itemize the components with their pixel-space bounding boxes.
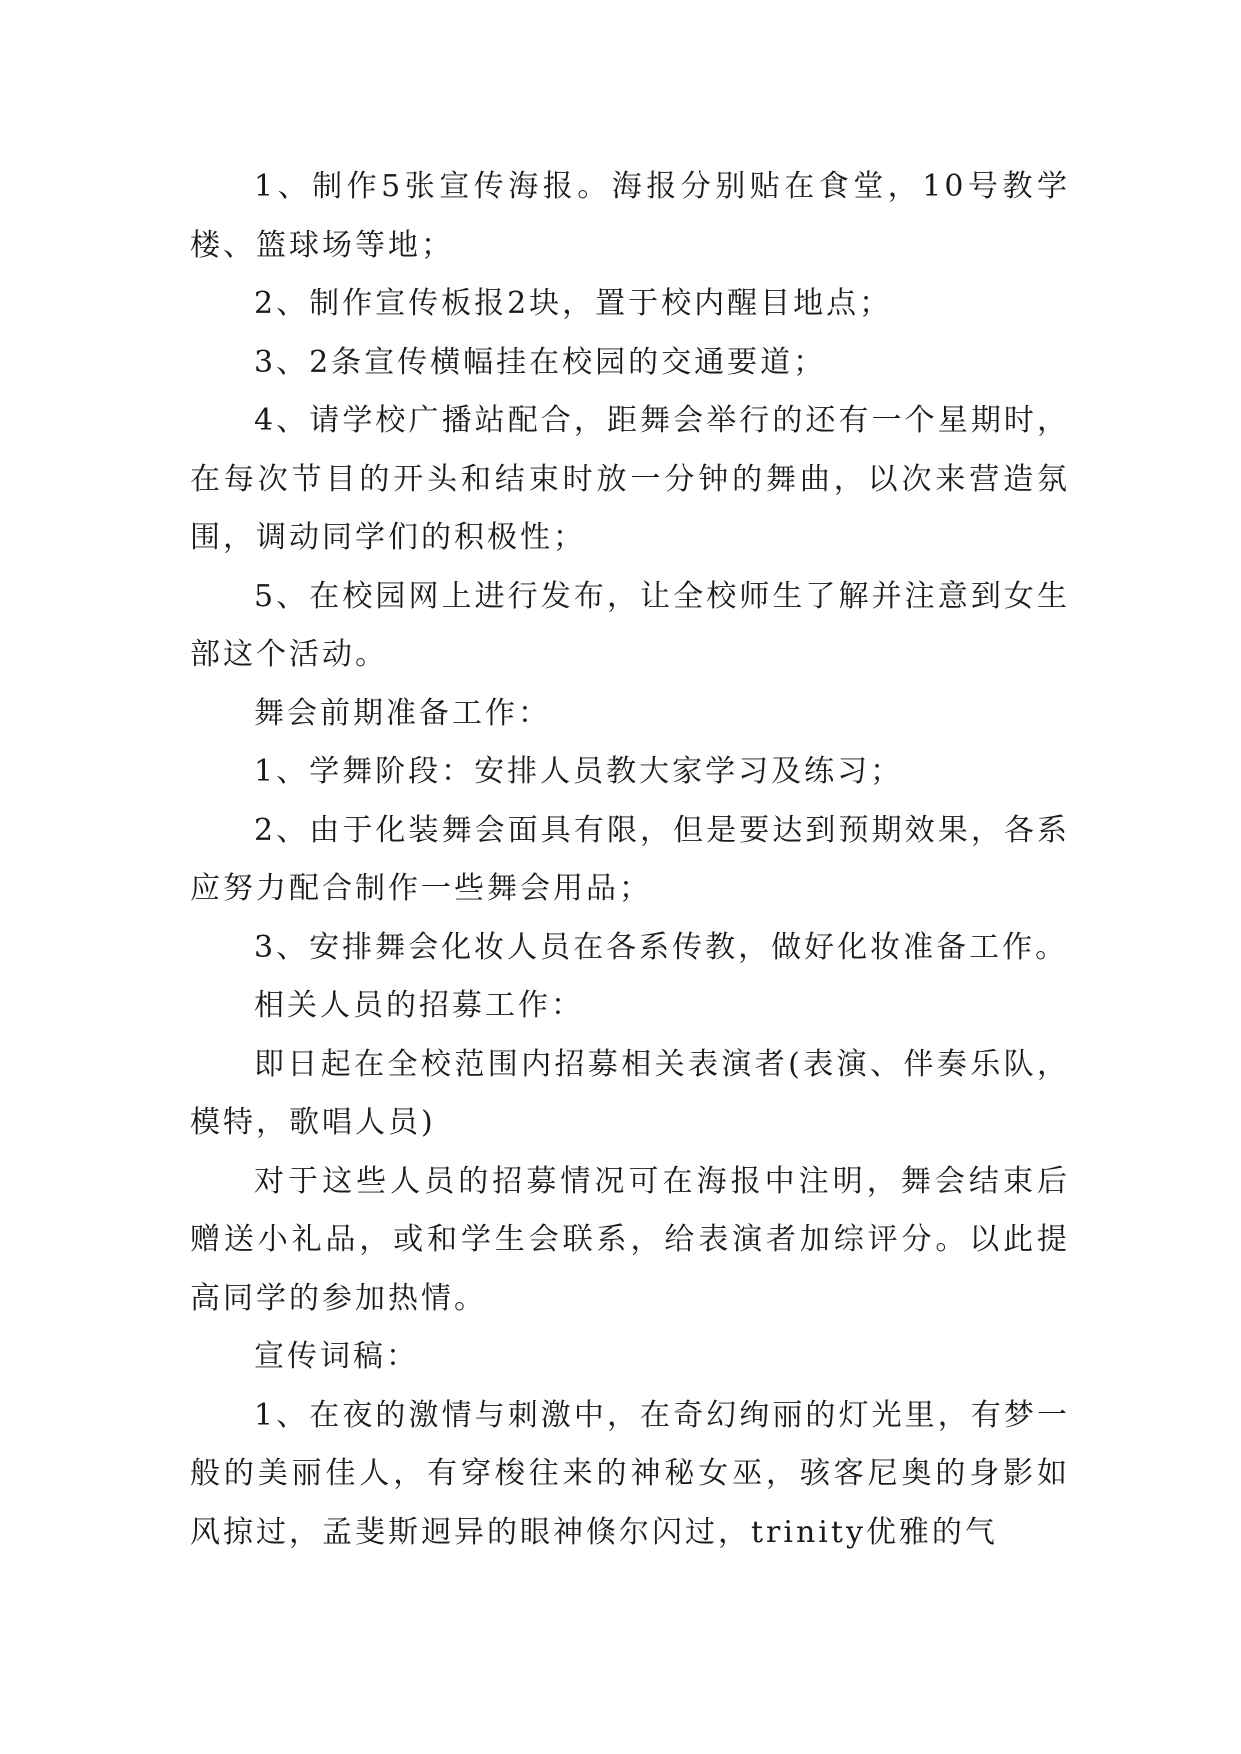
section-heading-slogan: 宣传词稿：: [254, 1339, 419, 1374]
section-heading-preparation: 舞会前期准备工作：: [254, 695, 551, 731]
paragraph-recruit-incentives: 对于这些人员的招募情况可在海报中注明，舞会结束后赠送小礼品，或和学生会联系，给表演者加综评分。以此提高同学的参加热情。: [190, 1163, 1070, 1316]
paragraph-slogan-text: 1、在夜的激情与刺激中，在奇幻绚丽的灯光里，有梦一般的美丽佳人，有穿梭往来的神秘女巫，骇客尼奥的身影如风掠过，孟斐斯迥异的眼神倏尔闪过，trinity优雅的气: [190, 1397, 1070, 1550]
paragraph-recruit-performers: 即日起在全校范围内招募相关表演者(表演、伴奏乐队，模特，歌唱人员): [190, 1046, 1070, 1140]
paragraph-board: 2、制作宣传板报2块，置于校内醒目地点；: [254, 286, 893, 321]
paragraph-website: 5、在校园网上进行发布，让全校师生了解并注意到女生部这个活动。: [190, 578, 1070, 672]
paragraph-banner: 3、2条宣传横幅挂在校园的交通要道；: [254, 344, 827, 380]
paragraph-makeup: 3、安排舞会化妆人员在各系传教，做好化妆准备工作。: [254, 929, 1069, 965]
section-heading-recruitment: 相关人员的招募工作：: [254, 988, 584, 1023]
paragraph-poster: 1、制作5张宣传海报。海报分别贴在食堂，10号教学楼、篮球场等地；: [190, 169, 1070, 263]
paragraph-masks: 2、由于化装舞会面具有限，但是要达到预期效果，各系应努力配合制作一些舞会用品；: [190, 812, 1070, 906]
paragraph-dance-learning: 1、学舞阶段：安排人员教大家学习及练习；: [254, 754, 904, 789]
paragraph-broadcast: 4、请学校广播站配合，距舞会举行的还有一个星期时，在每次节目的开头和结束时放一分钟的舞曲，以次来营造氛围，调动同学们的积极性；: [190, 403, 1070, 555]
document-body: [190, 158, 1070, 1562]
